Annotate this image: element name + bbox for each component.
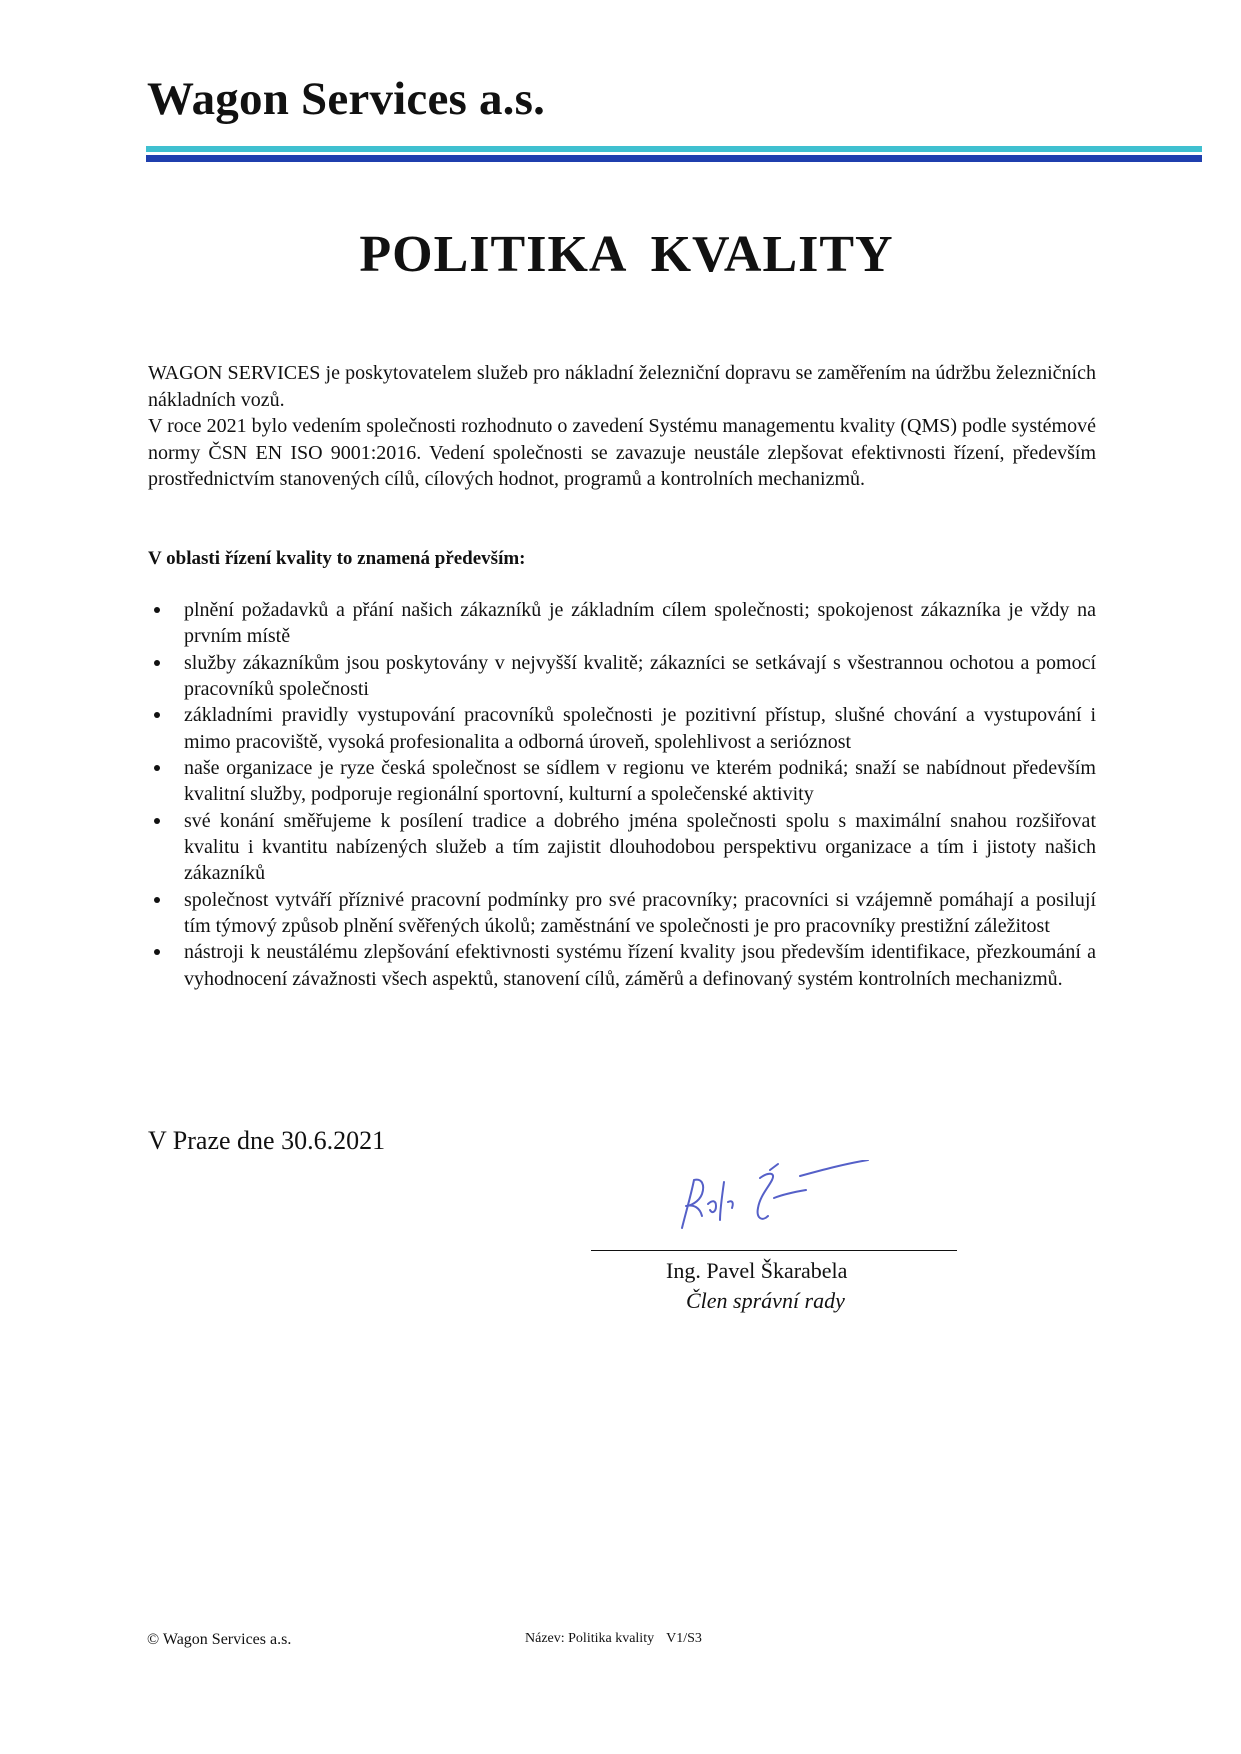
handwritten-signature — [672, 1160, 877, 1240]
list-item-text: své konání směřujeme k posílení tradice a dobrého jména společnosti spolu s maximální snahou rozšiřovat kvalitu i kvantitu nabízených služeb a tím zajistit dlouhodobou perspektivu organizace a tím i jistoty našich zákazníků — [184, 809, 1096, 885]
bullet-icon — [154, 949, 160, 955]
signer-name: Ing. Pavel Škarabela — [666, 1258, 848, 1283]
policy-bullet-list — [148, 597, 1096, 992]
list-item — [148, 808, 1096, 887]
list-item — [148, 597, 1096, 649]
list-item — [148, 702, 1096, 754]
signer-role: Člen správní rady — [686, 1288, 845, 1313]
footer-version: V1/S3 — [666, 1631, 702, 1646]
signature-line — [591, 1250, 957, 1251]
intro-paragraph: V roce 2021 bylo vedením společnosti rozhodnuto o zavedení Systému managementu kvality (QMS) podle systémové normy ČSN EN ISO 9001:2016. Vedení společnosti se zavazuje neustále zlepšovat efektivnosti řízení, především prostřednictvím stanovených cílů, cílových hodnot, programů a kontrolních mechanizmů. — [148, 415, 1096, 490]
bullet-icon — [154, 607, 160, 613]
list-item-text: základními pravidly vystupování pracovníků společnosti je pozitivní přístup, slušné chování a vystupování i mimo pracoviště, vysoká profesionalita a odborná úroveň, spolehlivost a serióznost — [184, 704, 1096, 753]
list-item — [148, 887, 1096, 939]
bullet-icon — [154, 765, 160, 771]
bullet-icon — [154, 712, 160, 718]
footer-document-info — [525, 1632, 702, 1646]
list-item — [148, 755, 1096, 807]
intro-paragraph: WAGON SERVICES je poskytovatelem služeb pro nákladní železniční dopravu se zaměřením na údržbu železničních nákladních vozů. — [148, 362, 1096, 411]
header-rule-dark — [146, 155, 1202, 162]
intro-text — [148, 360, 1096, 493]
place-date: V Praze dne 30.6.2021 — [148, 1126, 386, 1155]
footer-copyright: © Wagon Services a.s. — [147, 1631, 292, 1648]
list-item-text: plnění požadavků a přání našich zákazníků je základním cílem společnosti; spokojenost zákazníka je vždy na prvním místě — [184, 599, 1096, 648]
list-item-text: společnost vytváří příznivé pracovní podmínky pro své pracovníky; pracovníci si vzájemně pomáhají a posilují tím týmový způsob plnění svěřených úkolů; zaměstnání ve společnosti je pro pracovníky prestižní záležitost — [184, 888, 1096, 937]
bullet-icon — [154, 660, 160, 666]
list-item-text: naše organizace je ryze česká společnost se sídlem v regionu ve kterém podniká; snaží se nabídnout především kvalitní služby, podporuje regionální sportovní, kulturní a společenské aktivity — [184, 757, 1096, 806]
footer-document-name: Název: Politika kvality — [525, 1631, 655, 1646]
bullet-icon — [154, 897, 160, 903]
document-title: POLITIKA KVALITY — [359, 226, 894, 283]
header-rule-light — [146, 146, 1202, 152]
company-name: Wagon Services a.s. — [147, 73, 546, 125]
list-item-text: nástroji k neustálému zlepšování efektivnosti systému řízení kvality jsou především identifikace, přezkoumání a vyhodnocení závažnosti všech aspektů, stanovení cílů, záměrů a definovaný systém kontrolních mechanizmů. — [184, 941, 1096, 990]
section-heading: V oblasti řízení kvality to znamená především: — [148, 548, 526, 569]
bullet-icon — [154, 818, 160, 824]
list-item — [148, 939, 1096, 991]
list-item — [148, 650, 1096, 702]
list-item-text: služby zákazníkům jsou poskytovány v nejvyšší kvalitě; zákazníci se setkávají s všestrannou ochotou a pomocí pracovníků společnosti — [184, 651, 1096, 700]
